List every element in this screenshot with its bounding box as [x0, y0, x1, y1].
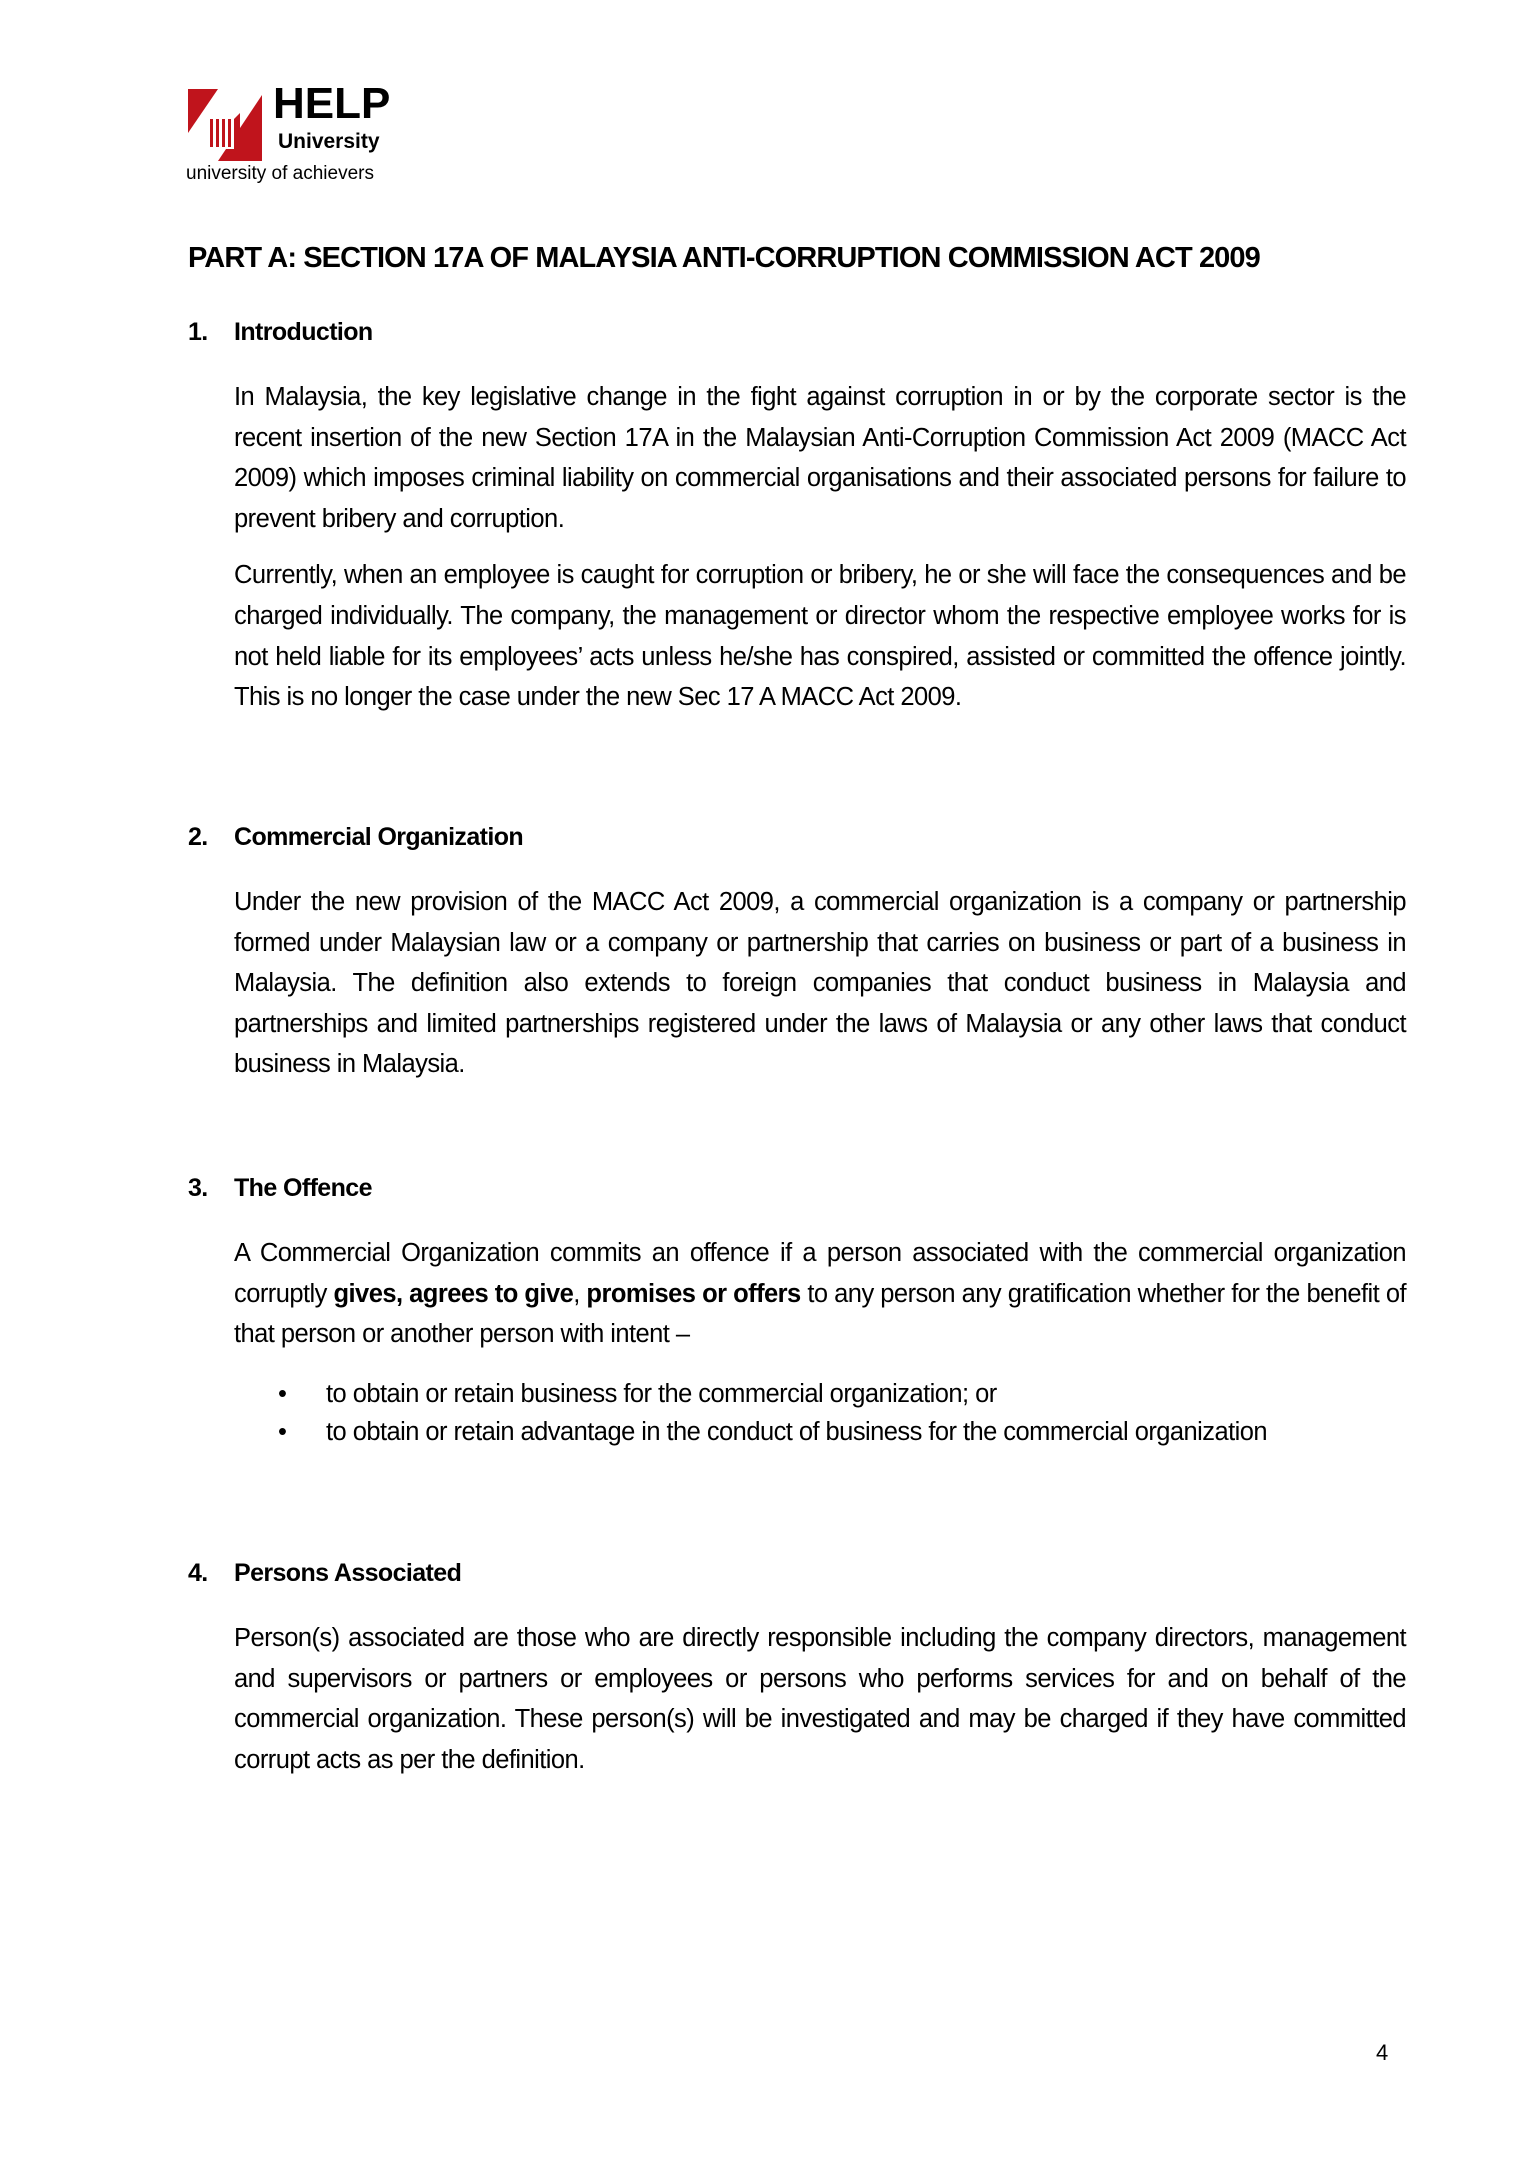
list-item: • to obtain or retain advantage in the conduct of business for the commercial organization: [278, 1413, 1406, 1451]
paragraph: In Malaysia, the key legislative change in the fight against corruption in or by the corporate sector is the recent insertion of the new Section 17A in the Malaysian Anti-Corruption Commission Act 2009 (MACC Act 2009) which imposes criminal liability on commercial organisations and their associated persons for failure to prevent bribery and corruption.: [234, 383, 1406, 533]
document-body: [188, 238, 1406, 1774]
section-title: The Offence: [234, 1174, 372, 1202]
logo-sub-text: University: [278, 130, 380, 153]
paragraph: Person(s) associated are those who are directly responsible including the company directors, management and supervisors or partners or employees or persons who performs services for and on behalf of the commercial organization. These person(s) will be investigated and may be charged if they have committed corrupt acts as per the definition.: [234, 1624, 1406, 1774]
section-number: 2.: [188, 823, 208, 851]
logo-tagline: university of achievers: [186, 163, 374, 184]
paragraph: Under the new provision of the MACC Act 2009, a commercial organization is a company or partnership formed under Malaysian law or a company or partnership that carries on business or part of a business in Malaysia. The definition also extends to foreign companies that conduct business in Malaysia and partnerships and limited partnerships registered under the laws of Malaysia or any other laws that conduct business in Malaysia.: [234, 888, 1406, 1079]
logo-brand-text: HELP: [273, 79, 391, 128]
bullet-icon: •: [278, 1379, 287, 1408]
page-number: 4: [1376, 2040, 1389, 2065]
section-heading: [188, 1171, 1406, 1205]
section-number: 1.: [188, 318, 208, 346]
section-number: 4.: [188, 1559, 208, 1587]
section-title: Persons Associated: [234, 1559, 462, 1587]
section-number: 3.: [188, 1174, 208, 1202]
list-item: • to obtain or retain business for the commercial organization; or: [278, 1375, 1406, 1413]
section-heading: [188, 1556, 1406, 1590]
section-heading: [188, 820, 1406, 854]
section-persons-associated: [188, 1556, 1406, 1780]
section-the-offence: [188, 1171, 1406, 1451]
paragraph-offence: A Commercial Organization commits an offence if a person associated with the commercial organization corruptly gives, agrees to give, promises or offers to any person any gratification whether for the benefit of that person or another person with intent –: [234, 1239, 1406, 1349]
section-heading: [188, 315, 1406, 349]
help-logo-mark-icon: [188, 89, 262, 161]
paragraph: Currently, when an employee is caught for corruption or bribery, he or she will face the consequences and be charged individually. The company, the management or director whom the respective employee works for is not held liable for its employees’ acts unless he/she has conspired, assisted or committed the offence jointly. This is no longer the case under the new Sec 17 A MACC Act 2009.: [234, 561, 1406, 712]
section-title: Introduction: [234, 318, 373, 346]
intent-bullet-list: [188, 1375, 1406, 1451]
page-title: PART A: SECTION 17A OF MALAYSIA ANTI-CORRUPTION COMMISSION ACT 2009: [188, 242, 1260, 274]
bold-gives: gives,: [333, 1279, 403, 1308]
bold-promises-or-offers: promises or offers: [586, 1279, 801, 1308]
section-commercial-organization: [188, 820, 1406, 1085]
section-title: Commercial Organization: [234, 823, 524, 851]
help-university-logo: [186, 79, 396, 188]
bold-agrees-to-give: agrees to give: [409, 1279, 574, 1308]
bullet-icon: •: [278, 1417, 287, 1446]
section-introduction: [188, 315, 1406, 718]
